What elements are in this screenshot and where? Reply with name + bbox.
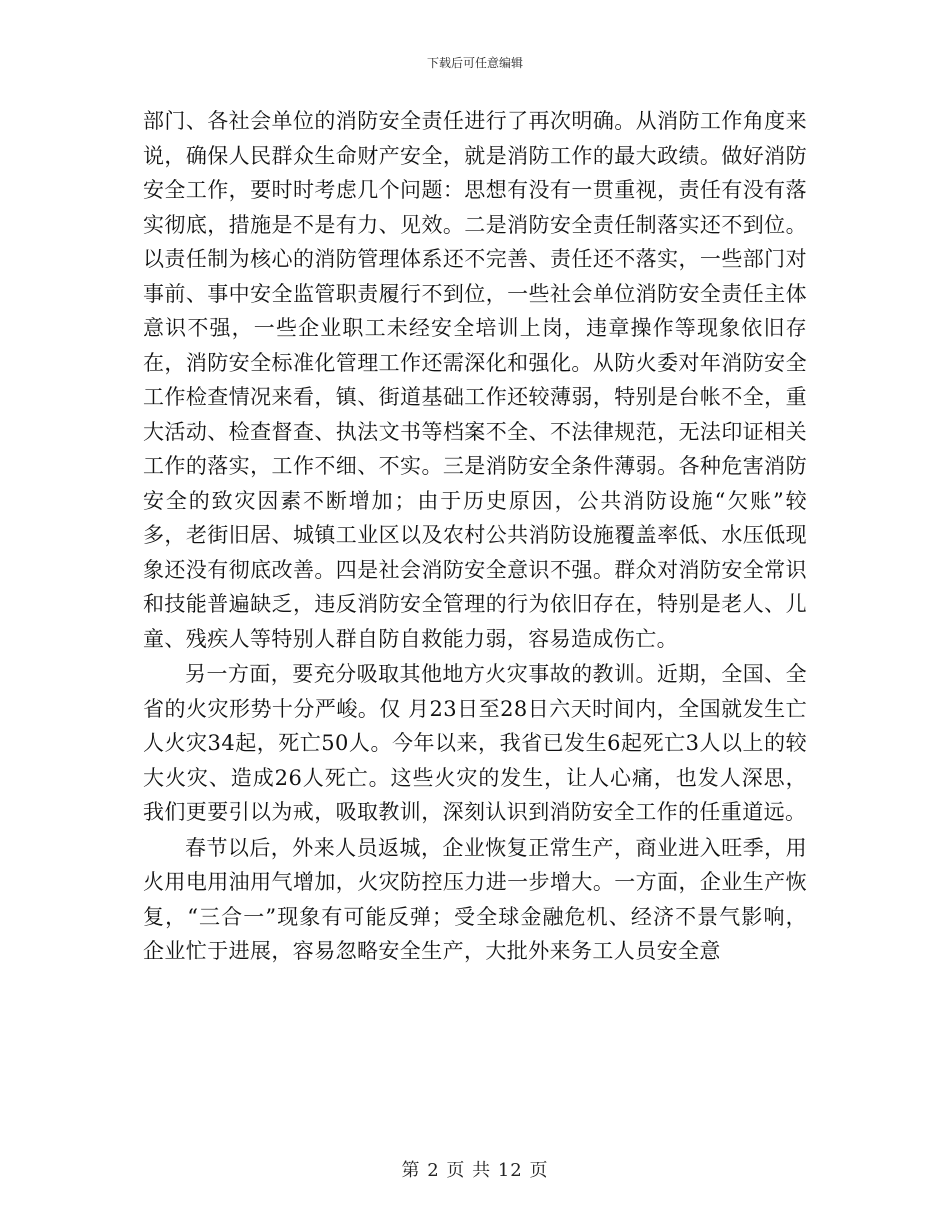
- document-body: [143, 104, 807, 969]
- page-header: 下载后可任意编辑: [426, 56, 523, 70]
- paragraph-3: 春节以后，外来人员返城，企业恢复正常生产，商业进入旺季，用火用电用油用气增加，火灾防控压力进一步增大。一方面，企业生产恢复，“三合一”现象有可能反弹；受全球金融危机、经济不景气影响，企业忙于进展，容易忽略安全生产，大批外来务工人员安全意: [143, 835, 807, 963]
- paragraph-1: 部门、各社会单位的消防安全责任进行了再次明确。从消防工作角度来说，确保人民群众生命财产安全，就是消防工作的最大政绩。做好消防安全工作，要时时考虑几个问题：思想有没有一贯重视，责任有没有落实彻底，措施是不是有力、见效。二是消防安全责任制落实还不到位。以责任制为核心的消防管理体系还不完善、责任还不落实，一些部门对事前、事中安全监管职责履行不到位，一些社会单位消防安全责任主体意识不强，一些企业职工未经安全培训上岗，违章操作等现象依旧存在，消防安全标准化管理工作还需深化和强化。从防火委对年消防安全工作检查情况来看，镇、街道基础工作还较薄弱，特别是台帐不全，重大活动、检查督查、执法文书等档案不全、不法律规范，无法印证相关工作的落实，工作不细、不实。三是消防安全条件薄弱。各种危害消防安全的致灾因素不断增加；由于历史原因，公共消防设施“欠账”较多，老街旧居、城镇工业区以及农村公共消防设施覆盖率低、水压低现象还没有彻底改善。四是社会消防安全意识不强。群众对消防安全常识和技能普遍缺乏，违反消防安全管理的行为依旧存在，特别是老人、儿童、残疾人等特别人群自防自救能力弱，容易造成伤亡。: [143, 109, 807, 651]
- page-footer: 第 2 页 共 12 页: [401, 1160, 549, 1181]
- paragraph-2: 另一方面，要充分吸取其他地方火灾事故的教训。近期，全国、全省的火灾形势十分严峻。仅 月23日至28日六天时间内，全国就发生亡人火灾34起，死亡50人。今年以来，我省已发生6起死亡3人以上的较大火灾、造成26人死亡。这些火灾的发生，让人心痛，也发人深思，我们更要引以为戒，吸取教训，深刻认识到消防安全工作的任重道远。: [143, 662, 807, 824]
